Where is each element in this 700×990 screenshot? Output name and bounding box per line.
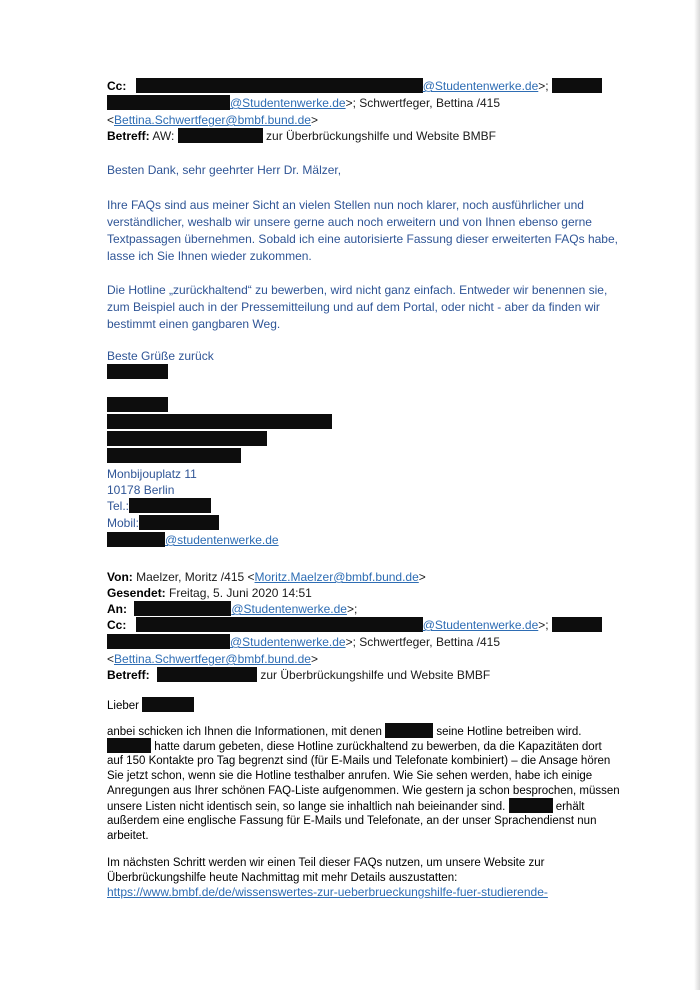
original-body-line: Sie jetzt schon, wenn sie die Hotline testhalber anrufen. Wie Sie sehen werden, habe ich einige xyxy=(107,770,593,782)
redacted-name xyxy=(136,617,423,632)
redacted-name xyxy=(509,798,553,813)
original-body-line: auf 150 Kontakte pro Tag begrenzt sind (für E-Mails und Telefonate kombiniert) – die Ansage hören xyxy=(107,755,611,767)
cc-email-link[interactable]: @Studentenwerke.de xyxy=(422,618,539,632)
reply-cc-line-3: <Bettina.Schwertfeger@bmbf.bund.de> xyxy=(107,113,318,127)
reply-closing: Beste Grüße zurück xyxy=(107,349,214,363)
cc-email-link[interactable]: Bettina.Schwertfeger@bmbf.bund.de xyxy=(114,652,311,666)
redacted-signature-line xyxy=(107,431,267,446)
cc-email-link[interactable]: @Studentenwerke.de xyxy=(230,635,346,649)
redacted-phone xyxy=(129,498,211,513)
original-cc-line-1: Cc: @Studentenwerke.de>; xyxy=(107,617,602,633)
cc-email-link[interactable]: @Studentenwerke.de xyxy=(422,79,539,93)
reply-greeting: Besten Dank, sehr geehrter Herr Dr. Mälzer, xyxy=(107,163,342,177)
website-link xyxy=(107,884,548,900)
signature-mobil: Mobil: xyxy=(107,515,219,531)
original-body-line: außerdem eine englische Fassung für E-Mails und Telefonate, an der unser Sprachendienst nun xyxy=(107,815,597,827)
redacted-name xyxy=(107,738,151,753)
original-sent-line: Gesendet: Freitag, 5. Juni 2020 14:51 xyxy=(107,586,312,600)
signature-email xyxy=(107,532,279,548)
to-email-link[interactable]: @Studentenwerke.de xyxy=(231,602,347,616)
redacted-name xyxy=(178,128,263,143)
redacted-name xyxy=(107,634,230,649)
original-body-line: unsere Listen nicht identisch sein, so lange sie inhaltlich nah beieinander sind. erhält xyxy=(107,798,584,815)
from-email-link[interactable]: Moritz.Maelzer@bmbf.bund.de xyxy=(254,570,419,584)
redacted-signature-line xyxy=(107,448,241,463)
reply-para2-line: Die Hotline „zurückhaltend“ zu bewerben, wird nicht ganz einfach. Entweder wir benennen sie, xyxy=(107,283,608,297)
reply-cc-line-2: @Studentenwerke.de>; Schwertfeger, Bettina /415 xyxy=(107,95,500,111)
signature-tel: Tel.: xyxy=(107,498,211,514)
reply-para1-line: Ihre FAQs sind aus meiner Sicht an vielen Stellen nun noch klarer, noch ausführlicher und xyxy=(107,198,584,212)
redacted-name xyxy=(107,95,230,110)
redacted-name xyxy=(552,78,602,93)
redacted-name xyxy=(107,532,165,547)
original-cc-line-2: @Studentenwerke.de>; Schwertfeger, Bettina /415 xyxy=(107,634,500,650)
bmbf-website-link[interactable]: https://www.bmbf.de/de/wissenswertes-zur-ueberbrueckungshilfe-fuer-studierende- xyxy=(107,885,548,899)
redacted-name xyxy=(157,667,257,682)
redacted-name xyxy=(134,601,231,616)
cc-email-link[interactable]: @Studentenwerke.de xyxy=(230,96,346,110)
reply-para1-line: verständlicher, weshalb wir unsere gerne auch noch erweitern und von Ihnen ebenso gerne xyxy=(107,215,592,229)
redacted-signature-name xyxy=(107,364,168,379)
original-cc-line-3: <Bettina.Schwertfeger@bmbf.bund.de> xyxy=(107,652,318,666)
redacted-name xyxy=(385,723,433,738)
original-body-line: hatte darum gebeten, diese Hotline zurückhaltend zu bewerben, da die Kapazitäten dort xyxy=(107,738,602,755)
reply-cc-line-1: Cc: @Studentenwerke.de>; xyxy=(107,78,602,94)
redacted-name xyxy=(136,78,423,93)
signature-email-link[interactable]: @studentenwerke.de xyxy=(165,533,279,547)
original-body-line: arbeitet. xyxy=(107,830,149,842)
redacted-name xyxy=(142,697,194,712)
reply-para1-line: lasse ich Sie Ihnen wieder zukommen. xyxy=(107,249,312,263)
original-body-line: anbei schicken ich Ihnen die Informationen, mit denen seine Hotline betreiben wird. xyxy=(107,723,581,740)
original-to-line: An: @Studentenwerke.de>; xyxy=(107,602,358,616)
redacted-name xyxy=(552,617,602,632)
reply-para2-line: bestimmt einen gangbaren Weg. xyxy=(107,317,281,331)
redacted-signature-line xyxy=(107,414,332,429)
cc-email-link[interactable]: Bettina.Schwertfeger@bmbf.bund.de xyxy=(114,113,311,127)
original-subject-line: Betreff: zur Überbrückungshilfe und Website BMBF xyxy=(107,668,491,682)
redacted-signature-line xyxy=(107,397,168,412)
original-body-line: Überbrückungshilfe heute Nachmittag mit mehr Details auszustatten: xyxy=(107,872,458,884)
original-body-line: Im nächsten Schritt werden wir einen Teil dieser FAQs nutzen, um unsere Website zur xyxy=(107,857,545,869)
original-salutation: Lieber xyxy=(107,697,194,714)
signature-street: Monbijouplatz 11 xyxy=(107,467,197,481)
signature-city: 10178 Berlin xyxy=(107,483,175,497)
original-from-line: Von: Maelzer, Moritz /415 <Moritz.Maelzer@bmbf.bund.de> xyxy=(107,570,426,584)
scan-edge-shadow xyxy=(694,0,700,990)
original-body-line: Anregungen aus Ihrer schönen FAQ-Liste aufgenommen. Wie gestern ja schon besprochen, müssen xyxy=(107,785,620,797)
redacted-phone xyxy=(139,515,219,530)
reply-para1-line: Textpassagen übernehmen. Sobald ich eine autorisierte Fassung dieser erweiterten FAQs habe, xyxy=(107,232,618,246)
reply-subject-line: Betreff: AW: zur Überbrückungshilfe und Website BMBF xyxy=(107,129,496,143)
reply-para2-line: zum Beispiel auch in der Pressemitteilung und auf dem Portal, oder nicht - aber da finden wir xyxy=(107,300,600,314)
